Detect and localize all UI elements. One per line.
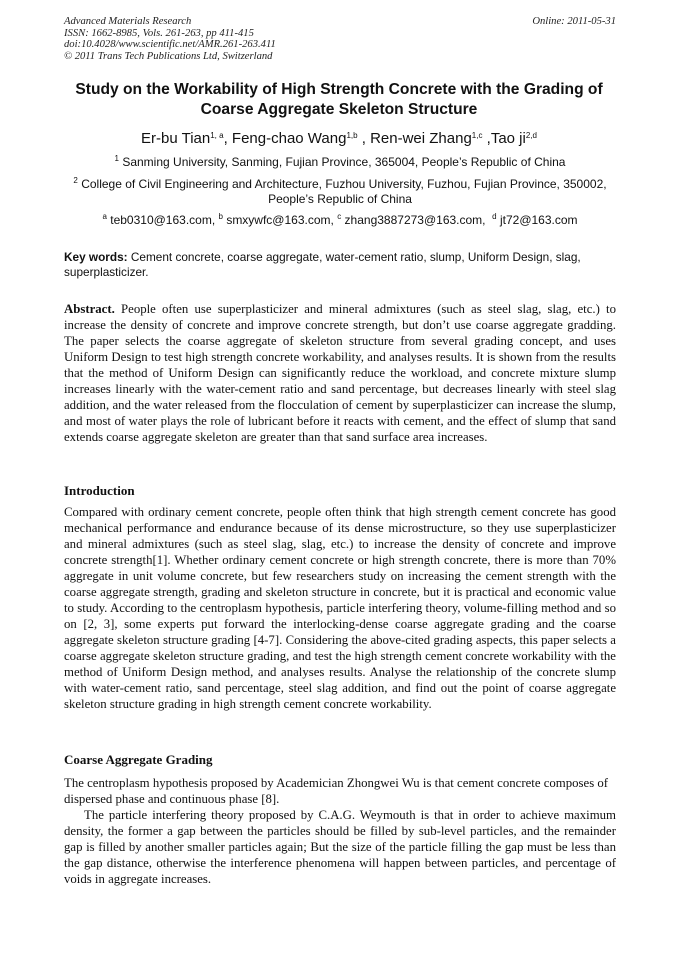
abstract-block (64, 301, 616, 445)
paper-title: Study on the Workability of High Strength Concrete with the Grading of Coarse Aggregate Skeleton Structure (75, 81, 603, 118)
journal-name: Advanced Materials Research (64, 16, 192, 27)
author-sep: , (357, 130, 371, 147)
coarse-grading-heading: Coarse Aggregate Grading (64, 752, 213, 767)
author-sep: , (482, 130, 491, 147)
keywords-label: Key words: (64, 250, 128, 264)
journal-header (64, 16, 616, 62)
author-name: Tao ji (490, 130, 526, 147)
email-mark: b (218, 212, 223, 221)
email-mark: c (337, 212, 342, 221)
introduction-heading: Introduction (64, 483, 135, 498)
affiliation-text: College of Civil Engineering and Architecture, Fuzhou University, Fuzhou, Fujian Province, 350002, People’s Republic of China (81, 177, 607, 206)
email-link[interactable]: zhang3887273@163.com, (344, 213, 486, 227)
coarse-grading-paragraph-2: The particle interfering theory proposed by C.A.G. Weymouth is that in order to achieve maximum density, the former a gap between the particles should be filled by sub-level particles, and the remainder gap is filled by another smaller particles again; But the size of the particle filling the gap must be less than the gap distance, otherwise the interference phenomena will happen between particles, and percentage of voids in aggregate increases. (64, 808, 616, 886)
copyright-line: © 2011 Trans Tech Publications Ltd, Switzerland (64, 50, 273, 62)
issn-line: ISSN: 1662-8985, Vols. 261-263, pp 411-415 (64, 27, 254, 39)
keywords-block (64, 250, 616, 279)
coarse-grading-paragraph-1: The centroplasm hypothesis proposed by Academician Zhongwei Wu is that cement concrete composes of dispersed phase and continuous phase [8]. (64, 776, 609, 806)
abstract-label: Abstract. (64, 302, 115, 316)
affiliation-text: Sanming University, Sanming, Fujian Province, 365004, People’s Republic of China (122, 155, 566, 169)
author-name: Feng-chao Wang (231, 130, 347, 147)
email-link[interactable]: teb0310@163.com, (110, 213, 216, 227)
author-sup: 1,c (471, 131, 483, 140)
author-sup: 1,b (346, 131, 358, 140)
affiliation-mark: 1 (114, 154, 119, 163)
affiliation-mark: 2 (73, 176, 78, 185)
author-name: Er-bu Tian (141, 130, 211, 147)
email-mark: a (102, 212, 107, 221)
affiliation-1 (64, 155, 616, 170)
author-sep: , (223, 130, 232, 147)
email-link[interactable]: jt72@163.com (499, 213, 578, 227)
author-name: Ren-wei Zhang (370, 130, 472, 147)
author-sup: 1, a (210, 131, 224, 140)
online-date: Online: 2011-05-31 (532, 16, 616, 27)
author-emails (64, 213, 616, 228)
abstract-text: People often use superplasticizer and mineral admixtures (such as steel slag, slag, etc.) to increase the density of concrete and improve concrete strength, but don’t use coarse aggregate gradding. The paper selects the coarse aggregate of skeleton structure from several grading concept, and uses Uniform Design to test high strength concrete workability, and analyses results. It is shown from the results that the method of Uniform Design can significantly reduce the workload, and concrete mixture slump increases linearly with the water-cement ratio and sand percentage, but decreases linearly with steel slag addition, and the water released from the flocculation of cement by superplasticizer can increase the slump, and most of water plays the role of lubricant before it reacts with cement, and the effect of slump that sand extends coarse aggregate skeleton are greater than that sand surface area increases. (64, 302, 617, 444)
author-sup: 2,d (525, 131, 537, 140)
author-list (54, 129, 624, 149)
doi-line: doi:10.4028/www.scientific.net/AMR.261-263.411 (64, 39, 276, 51)
email-link[interactable]: smxywfc@163.com, (226, 213, 334, 227)
affiliation-2 (64, 177, 616, 207)
introduction-paragraph: Compared with ordinary cement concrete, people often think that high strength cement concrete has good mechanical performance and endurance because of its dense microstructure, so they use superplasticizer and mineral admixtures (such as steel slag, slag, etc.) to increase the density of concrete and improve concrete strength[1]. Whether ordinary cement concrete or high strength concrete, there is more than 70% aggregate in unit volume concrete, but few researchers study on increasing the cement strength with the coarse aggregate strength, grading and skeleton structure in concrete, but it is practical and economic value to study. According to the centroplasm hypothesis, particle interfering theory, volume-filling method and so on [2, 3], some experts put forward the interlocking-dense coarse aggregate grading and the coarse aggregate skeleton structure grading [4-7]. Considering the above-cited grading aspects, this paper selects a coarse aggregate skeleton structure grading, and test the high strength cement concrete workability with the method of Uniform Design method, and analyses results. Analyse the relationship of the concrete slump with water-cement ratio, sand percentage, steel slag addition, and find out the point of coarse aggregate skeleton structure grading in high strength cement concrete workability. (64, 505, 616, 711)
keywords-text: Cement concrete, coarse aggregate, water-cement ratio, slump, Uniform Design, slag, superplasticizer. (64, 250, 581, 279)
email-mark: d (492, 212, 497, 221)
